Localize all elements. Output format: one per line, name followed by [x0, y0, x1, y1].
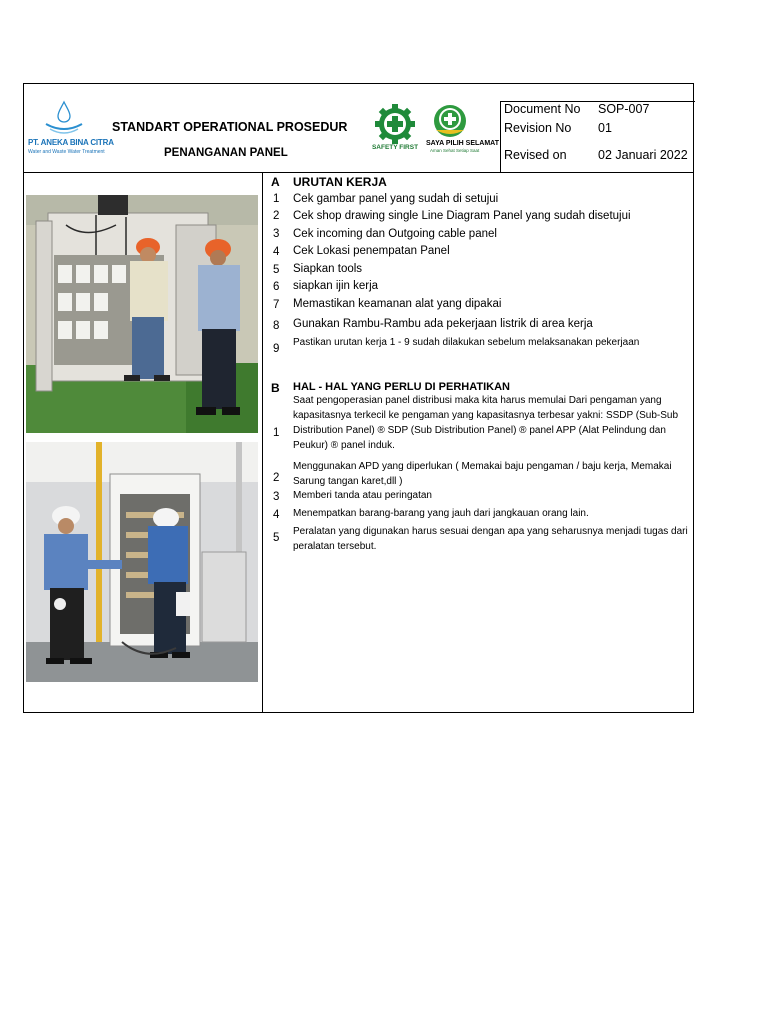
revision-value: 01: [598, 121, 612, 135]
document-title: STANDART OPERATIONAL PROSEDUR: [112, 120, 348, 134]
note-number: 2: [273, 472, 280, 484]
saya-pilih-selamat-logo: [426, 104, 499, 156]
step-number: 9: [273, 343, 280, 355]
saya-pilih-selamat-text: SAYA PILIH SELAMAT: [426, 140, 499, 147]
note-number: 1: [273, 427, 280, 439]
note-text: Saat pengoperasian panel distribusi maka kita harus memulai Dari pengaman yang kapasitasnya terkecil ke pengaman yang kapasitasnya terbesar yakni: SSDP (Sub-Sub Distribution Panel) ® SDP (Sub Distribution Panel) ® panel APP (Alat Pelindung dan Peukur) ® panel induk.: [293, 395, 679, 451]
note-number: 5: [273, 532, 280, 544]
safety-first-text: SAFETY FIRST: [371, 144, 419, 151]
section-b-letter: B: [271, 381, 280, 395]
note-number: 4: [273, 509, 280, 521]
doc-no-label: Document No: [504, 102, 581, 116]
step-text: Gunakan Rambu-Rambu ada pekerjaan listrik di area kerja: [293, 318, 593, 330]
note-text: Peralatan yang digunakan harus sesuai dengan apa yang seharusnya menjadi tugas dari peralatan tersebut.: [293, 526, 688, 552]
step-text: Cek shop drawing single Line Diagram Panel yang sudah disetujui: [293, 210, 631, 222]
step-text: siapkan ijin kerja: [293, 280, 379, 292]
water-drop-logo-icon: [28, 98, 100, 138]
step-text: Cek incoming dan Outgoing cable panel: [293, 228, 497, 240]
section-b-title: HAL - HAL YANG PERLU DI PERHATIKAN: [293, 381, 510, 393]
header-row: [24, 84, 693, 173]
step-number: 1: [273, 193, 280, 205]
step-number: 4: [273, 246, 280, 258]
step-text: Pastikan urutan kerja 1 - 9 sudah dilakukan sebelum melaksanakan pekerjaan: [293, 337, 640, 348]
step-number: 3: [273, 228, 280, 240]
step-number: 2: [273, 210, 280, 222]
panel-work-photo-2: [26, 442, 258, 682]
company-logo: [28, 98, 114, 162]
step-number: 5: [273, 264, 280, 276]
doc-no-value: SOP-007: [598, 102, 650, 116]
revised-on-label: Revised on: [504, 148, 567, 162]
revision-label: Revision No: [504, 121, 572, 135]
safety-gear-cross-icon: [367, 104, 423, 144]
note-text: Menggunakan APD yang diperlukan ( Memakai baju pengaman / baju kerja, Memakai Sarung tangan karet,dll ): [293, 461, 672, 487]
section-a-title: URUTAN KERJA: [293, 175, 387, 189]
revised-on-value: 02 Januari 2022: [598, 148, 688, 162]
safety-first-logo: [367, 104, 423, 154]
company-tagline: Water and Waste Water Treatment: [28, 149, 105, 155]
note-text: Menempatkan barang-barang yang jauh dari jangkauan orang lain.: [293, 508, 589, 519]
step-number: 7: [273, 299, 280, 311]
saya-pilih-selamat-subtext: Aman Sehat Setiap Saat: [430, 148, 480, 153]
document-info-box: [500, 101, 695, 173]
panel-work-photo-1: [26, 195, 258, 433]
step-number: 6: [273, 281, 280, 293]
company-name: PT. ANEKA BINA CITRA: [28, 138, 114, 147]
note-number: 3: [273, 491, 280, 503]
safety-shield-cross-icon: [428, 104, 492, 140]
step-text: Cek gambar panel yang sudah di setujui: [293, 193, 499, 205]
step-text: Memastikan keamanan alat yang dipakai: [293, 298, 502, 310]
step-number: 8: [273, 320, 280, 332]
section-a-letter: A: [271, 175, 280, 189]
note-text: Memberi tanda atau peringatan: [293, 490, 432, 501]
step-text: Cek Lokasi penempatan Panel: [293, 245, 450, 257]
step-text: Siapkan tools: [293, 263, 363, 275]
column-divider: [262, 173, 263, 713]
document-subtitle: PENANGANAN PANEL: [164, 147, 288, 159]
sop-sheet: [23, 83, 694, 713]
